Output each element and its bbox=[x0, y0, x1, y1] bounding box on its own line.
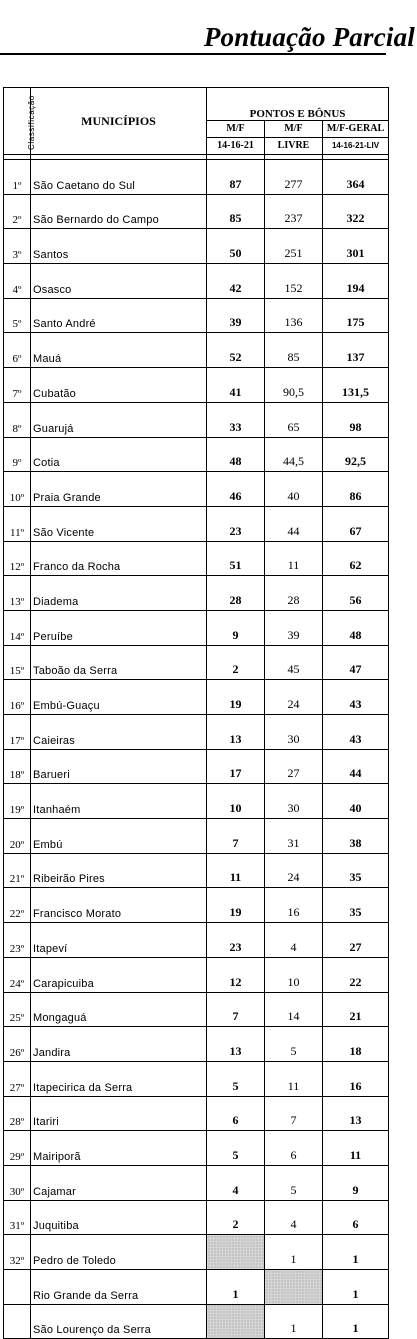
table-row bbox=[4, 715, 389, 750]
row-geral: 13 bbox=[323, 1096, 389, 1131]
row-position: 32º bbox=[4, 1235, 31, 1270]
row-mf: 52 bbox=[207, 333, 265, 368]
table-row bbox=[4, 1131, 389, 1166]
row-livre: 24 bbox=[265, 680, 323, 715]
table-row bbox=[4, 1304, 389, 1339]
row-mf: 46 bbox=[207, 472, 265, 507]
row-livre: 11 bbox=[265, 1061, 323, 1096]
table-row bbox=[4, 1165, 389, 1200]
row-mf: 2 bbox=[207, 1200, 265, 1235]
table-row bbox=[4, 819, 389, 854]
table-row bbox=[4, 957, 389, 992]
row-geral: 175 bbox=[323, 298, 389, 333]
row-mf: 10 bbox=[207, 784, 265, 819]
row-mf: 7 bbox=[207, 992, 265, 1027]
row-livre bbox=[265, 1270, 323, 1305]
row-livre: 4 bbox=[265, 923, 323, 958]
row-mf: 7 bbox=[207, 819, 265, 854]
row-municipio: Praia Grande bbox=[31, 472, 207, 507]
table-row bbox=[4, 506, 389, 541]
row-position: 27º bbox=[4, 1061, 31, 1096]
row-geral: 40 bbox=[323, 784, 389, 819]
row-geral: 9 bbox=[323, 1165, 389, 1200]
row-geral: 6 bbox=[323, 1200, 389, 1235]
row-position: 30º bbox=[4, 1165, 31, 1200]
row-position: 31º bbox=[4, 1200, 31, 1235]
row-geral: 322 bbox=[323, 194, 389, 229]
row-geral: 11 bbox=[323, 1131, 389, 1166]
row-livre: 44 bbox=[265, 506, 323, 541]
row-municipio: Itapeví bbox=[31, 923, 207, 958]
row-municipio: Guarujá bbox=[31, 402, 207, 437]
row-municipio: Ribeirão Pires bbox=[31, 853, 207, 888]
table-row bbox=[4, 333, 389, 368]
row-municipio: São Caetano do Sul bbox=[31, 160, 207, 195]
row-municipio: São Bernardo do Campo bbox=[31, 194, 207, 229]
header-col3-sub: 14-16-21-LIV bbox=[323, 137, 389, 154]
table-row bbox=[4, 992, 389, 1027]
row-position: 23º bbox=[4, 923, 31, 958]
row-mf: 23 bbox=[207, 506, 265, 541]
header-col1-sub: 14-16-21 bbox=[207, 137, 265, 154]
row-livre: 152 bbox=[265, 264, 323, 299]
row-position: 25º bbox=[4, 992, 31, 1027]
row-position: 3º bbox=[4, 229, 31, 264]
header-col1: M/F bbox=[207, 120, 265, 137]
table-row bbox=[4, 645, 389, 680]
row-geral: 137 bbox=[323, 333, 389, 368]
row-mf: 87 bbox=[207, 160, 265, 195]
row-mf: 12 bbox=[207, 957, 265, 992]
row-livre: 30 bbox=[265, 784, 323, 819]
header-classificacao: Classificação bbox=[4, 88, 31, 155]
row-position: 16º bbox=[4, 680, 31, 715]
row-mf: 4 bbox=[207, 1165, 265, 1200]
row-position: 17º bbox=[4, 715, 31, 750]
row-mf: 48 bbox=[207, 437, 265, 472]
row-position bbox=[4, 1270, 31, 1305]
row-municipio: Caieiras bbox=[31, 715, 207, 750]
row-livre: 11 bbox=[265, 541, 323, 576]
row-position: 2º bbox=[4, 194, 31, 229]
row-geral: 43 bbox=[323, 715, 389, 750]
row-livre: 136 bbox=[265, 298, 323, 333]
row-position: 28º bbox=[4, 1096, 31, 1131]
row-mf: 51 bbox=[207, 541, 265, 576]
row-geral: 48 bbox=[323, 610, 389, 645]
row-geral: 1 bbox=[323, 1235, 389, 1270]
row-mf bbox=[207, 1235, 265, 1270]
row-livre: 27 bbox=[265, 749, 323, 784]
row-mf: 39 bbox=[207, 298, 265, 333]
row-livre: 24 bbox=[265, 853, 323, 888]
row-mf: 13 bbox=[207, 1027, 265, 1062]
row-municipio: Diadema bbox=[31, 576, 207, 611]
row-position: 5º bbox=[4, 298, 31, 333]
table-row bbox=[4, 1027, 389, 1062]
table-row bbox=[4, 194, 389, 229]
row-municipio: Embú bbox=[31, 819, 207, 854]
row-livre: 39 bbox=[265, 610, 323, 645]
ranking-table bbox=[3, 87, 389, 1339]
table-row bbox=[4, 368, 389, 403]
row-mf: 17 bbox=[207, 749, 265, 784]
row-livre: 6 bbox=[265, 1131, 323, 1166]
row-position: 20º bbox=[4, 819, 31, 854]
row-municipio: Osasco bbox=[31, 264, 207, 299]
row-mf: 9 bbox=[207, 610, 265, 645]
row-mf: 28 bbox=[207, 576, 265, 611]
row-position: 4º bbox=[4, 264, 31, 299]
row-geral: 43 bbox=[323, 680, 389, 715]
row-position: 9º bbox=[4, 437, 31, 472]
row-municipio: Santos bbox=[31, 229, 207, 264]
row-livre: 277 bbox=[265, 160, 323, 195]
row-municipio: Mauá bbox=[31, 333, 207, 368]
row-geral: 16 bbox=[323, 1061, 389, 1096]
row-livre: 44,5 bbox=[265, 437, 323, 472]
row-municipio: Barueri bbox=[31, 749, 207, 784]
row-municipio: Francisco Morato bbox=[31, 888, 207, 923]
row-position: 6º bbox=[4, 333, 31, 368]
row-position: 11º bbox=[4, 506, 31, 541]
row-position: 10º bbox=[4, 472, 31, 507]
table-row bbox=[4, 1270, 389, 1305]
header-pontos: PONTOS E BÔNUS bbox=[207, 88, 389, 121]
row-geral: 194 bbox=[323, 264, 389, 299]
row-mf: 33 bbox=[207, 402, 265, 437]
table-row bbox=[4, 888, 389, 923]
row-geral: 92,5 bbox=[323, 437, 389, 472]
row-municipio: Itariri bbox=[31, 1096, 207, 1131]
row-geral: 1 bbox=[323, 1270, 389, 1305]
table-body bbox=[4, 160, 389, 1339]
row-position: 15º bbox=[4, 645, 31, 680]
row-mf bbox=[207, 1304, 265, 1339]
row-municipio: Embú-Guaçu bbox=[31, 680, 207, 715]
table-row bbox=[4, 437, 389, 472]
table-row bbox=[4, 1096, 389, 1131]
title-rule bbox=[0, 53, 386, 55]
row-livre: 5 bbox=[265, 1165, 323, 1200]
row-livre: 1 bbox=[265, 1304, 323, 1339]
header-col2-sub: LIVRE bbox=[265, 137, 323, 154]
row-municipio: Peruíbe bbox=[31, 610, 207, 645]
table-row bbox=[4, 541, 389, 576]
row-municipio: Itapecirica da Serra bbox=[31, 1061, 207, 1096]
row-position bbox=[4, 1304, 31, 1339]
row-livre: 31 bbox=[265, 819, 323, 854]
row-geral: 21 bbox=[323, 992, 389, 1027]
row-livre: 4 bbox=[265, 1200, 323, 1235]
row-mf: 19 bbox=[207, 888, 265, 923]
row-municipio: Cajamar bbox=[31, 1165, 207, 1200]
row-position: 24º bbox=[4, 957, 31, 992]
table-row bbox=[4, 1200, 389, 1235]
row-livre: 16 bbox=[265, 888, 323, 923]
row-geral: 47 bbox=[323, 645, 389, 680]
row-geral: 86 bbox=[323, 472, 389, 507]
row-geral: 67 bbox=[323, 506, 389, 541]
row-municipio: Cotia bbox=[31, 437, 207, 472]
row-geral: 35 bbox=[323, 853, 389, 888]
table-row bbox=[4, 229, 389, 264]
row-geral: 18 bbox=[323, 1027, 389, 1062]
table-row bbox=[4, 923, 389, 958]
table-row bbox=[4, 853, 389, 888]
row-municipio: Rio Grande da Serra bbox=[31, 1270, 207, 1305]
table-row bbox=[4, 610, 389, 645]
row-mf: 6 bbox=[207, 1096, 265, 1131]
page-title: Pontuação Parcial bbox=[203, 22, 415, 52]
row-position: 14º bbox=[4, 610, 31, 645]
row-livre: 30 bbox=[265, 715, 323, 750]
row-livre: 1 bbox=[265, 1235, 323, 1270]
table-row bbox=[4, 680, 389, 715]
row-mf: 2 bbox=[207, 645, 265, 680]
row-position: 19º bbox=[4, 784, 31, 819]
row-position: 29º bbox=[4, 1131, 31, 1166]
row-mf: 5 bbox=[207, 1131, 265, 1166]
row-livre: 5 bbox=[265, 1027, 323, 1062]
table-row bbox=[4, 784, 389, 819]
row-geral: 22 bbox=[323, 957, 389, 992]
row-municipio: Jandira bbox=[31, 1027, 207, 1062]
table-row bbox=[4, 472, 389, 507]
row-position: 26º bbox=[4, 1027, 31, 1062]
row-livre: 7 bbox=[265, 1096, 323, 1131]
row-position: 18º bbox=[4, 749, 31, 784]
row-position: 12º bbox=[4, 541, 31, 576]
row-municipio: Franco da Rocha bbox=[31, 541, 207, 576]
row-mf: 23 bbox=[207, 923, 265, 958]
header-municipios: MUNICÍPIOS bbox=[31, 88, 207, 155]
row-position: 7º bbox=[4, 368, 31, 403]
row-mf: 42 bbox=[207, 264, 265, 299]
table-row bbox=[4, 749, 389, 784]
table-row bbox=[4, 402, 389, 437]
row-livre: 14 bbox=[265, 992, 323, 1027]
table-row bbox=[4, 160, 389, 195]
header-col3: M/F-GERAL bbox=[323, 120, 389, 137]
row-geral: 98 bbox=[323, 402, 389, 437]
row-livre: 85 bbox=[265, 333, 323, 368]
table-row bbox=[4, 1235, 389, 1270]
row-mf: 19 bbox=[207, 680, 265, 715]
row-geral: 56 bbox=[323, 576, 389, 611]
row-livre: 28 bbox=[265, 576, 323, 611]
row-mf: 5 bbox=[207, 1061, 265, 1096]
row-mf: 41 bbox=[207, 368, 265, 403]
row-geral: 301 bbox=[323, 229, 389, 264]
row-geral: 62 bbox=[323, 541, 389, 576]
row-municipio: São Vicente bbox=[31, 506, 207, 541]
row-municipio: Carapicuiba bbox=[31, 957, 207, 992]
row-mf: 1 bbox=[207, 1270, 265, 1305]
row-geral: 35 bbox=[323, 888, 389, 923]
row-municipio: Juquitiba bbox=[31, 1200, 207, 1235]
row-mf: 11 bbox=[207, 853, 265, 888]
row-mf: 85 bbox=[207, 194, 265, 229]
table-row bbox=[4, 576, 389, 611]
row-geral: 27 bbox=[323, 923, 389, 958]
row-position: 22º bbox=[4, 888, 31, 923]
table-row bbox=[4, 1061, 389, 1096]
row-geral: 364 bbox=[323, 160, 389, 195]
header-col2: M/F bbox=[265, 120, 323, 137]
row-livre: 40 bbox=[265, 472, 323, 507]
row-livre: 45 bbox=[265, 645, 323, 680]
row-livre: 237 bbox=[265, 194, 323, 229]
row-municipio: Santo André bbox=[31, 298, 207, 333]
row-municipio: Mairiporã bbox=[31, 1131, 207, 1166]
row-mf: 50 bbox=[207, 229, 265, 264]
row-geral: 38 bbox=[323, 819, 389, 854]
row-geral: 131,5 bbox=[323, 368, 389, 403]
row-municipio: Cubatão bbox=[31, 368, 207, 403]
row-geral: 1 bbox=[323, 1304, 389, 1339]
row-municipio: Mongaguá bbox=[31, 992, 207, 1027]
row-municipio: São Lourenço da Serra bbox=[31, 1304, 207, 1339]
table-row bbox=[4, 264, 389, 299]
row-position: 1º bbox=[4, 160, 31, 195]
row-livre: 10 bbox=[265, 957, 323, 992]
row-livre: 90,5 bbox=[265, 368, 323, 403]
row-position: 21º bbox=[4, 853, 31, 888]
row-livre: 251 bbox=[265, 229, 323, 264]
row-geral: 44 bbox=[323, 749, 389, 784]
row-livre: 65 bbox=[265, 402, 323, 437]
table-row bbox=[4, 298, 389, 333]
row-position: 8º bbox=[4, 402, 31, 437]
row-mf: 13 bbox=[207, 715, 265, 750]
row-municipio: Pedro de Toledo bbox=[31, 1235, 207, 1270]
row-municipio: Itanhaém bbox=[31, 784, 207, 819]
row-municipio: Taboão da Serra bbox=[31, 645, 207, 680]
row-position: 13º bbox=[4, 576, 31, 611]
